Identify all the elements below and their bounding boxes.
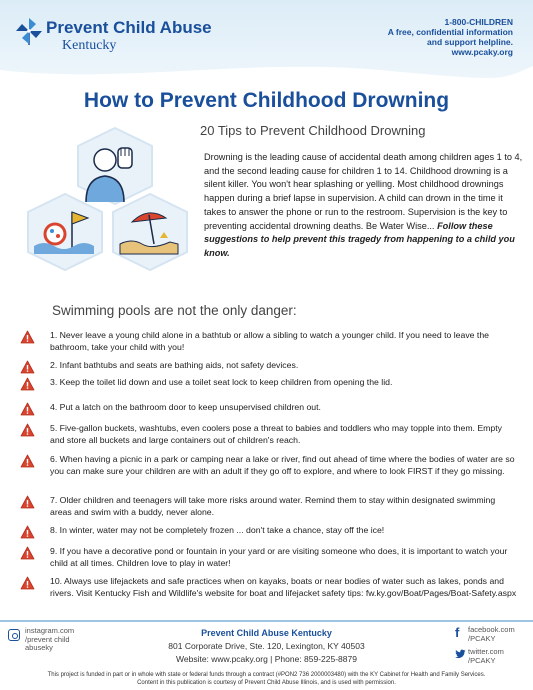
footer-address: 801 Corporate Drive, Ste. 120, Lexington, KY 40503: [168, 641, 365, 651]
helpline-url[interactable]: www.pcaky.org: [451, 47, 513, 57]
helpline-number: 1-800-CHILDREN: [444, 17, 513, 27]
tip-text: 6. When having a picnic in a park or camping near a lake or river, find out ahead of time where the bodies of water are so you can make sure your children are with an adult if they go off to explore, and where to look FIRST if they go missing.: [50, 454, 515, 476]
page-subtitle: 20 Tips to Prevent Childhood Drowning: [200, 123, 426, 138]
stop-hand-icon: [78, 128, 152, 204]
intro-emphasis: Follow these suggestions to help prevent this tragedy from happening to a child you know.: [204, 220, 515, 258]
intro-paragraph: [204, 151, 526, 261]
brand-state: Kentucky: [62, 38, 117, 53]
tip-text: 7. Older children and teenagers will take more risks around water. Remind them to stay within designated swimming areas and swim with a buddy, never alone.: [50, 495, 496, 517]
instagram-handle[interactable]: instagram.com /prevent child abuseky: [25, 626, 75, 652]
tip-text: 10. Always use lifejackets and safe practices when on kayaks, boats or near bodies of water such as lakes, ponds and rivers. Visit Kentucky Fish and Wildlife's website for boat and lifejacket safety tips: fw.ky.gov/Boat/Pages/Boat-Safety.aspx: [50, 576, 517, 598]
warning-triangle-icon: [20, 495, 35, 509]
warning-triangle-icon: [20, 402, 35, 416]
warning-triangle-icon: [20, 330, 35, 344]
facebook-handle[interactable]: facebook.com /PCAKY: [468, 625, 515, 643]
tip-text: 2. Infant bathtubs and seats are bathing aids, not safety devices.: [50, 360, 299, 370]
warning-triangle-icon: [20, 525, 35, 539]
facebook-icon[interactable]: f: [455, 625, 460, 640]
helpline-desc-1: A free, confidential information: [387, 27, 513, 37]
footer-divider: [0, 620, 533, 622]
pinwheel-logo-icon: [14, 16, 44, 46]
beach-umbrella-icon: [113, 194, 187, 270]
warning-triangle-icon: [20, 546, 35, 560]
warning-triangle-icon: [20, 454, 35, 468]
fine-print: [0, 672, 533, 687]
warning-triangle-icon: [20, 360, 35, 374]
flag-pool-icon: [28, 194, 102, 270]
helpline-desc-2: and support helpline.: [427, 37, 513, 47]
twitter-handle[interactable]: twitter.com /PCAKY: [468, 647, 504, 665]
fine-print-credit: Content in this publication is courtesy of Prevent Child Abuse Illinois, and is used with permission.: [137, 679, 396, 686]
warning-triangle-icon: [20, 377, 35, 391]
header-wave: [0, 56, 533, 86]
footer-website-phone[interactable]: Website: www.pcaky.org | Phone: 859-225-8879: [176, 654, 357, 664]
twitter-icon[interactable]: [455, 649, 466, 659]
intro-text: Drowning is the leading cause of accidental death among children ages 1 to 4, and the second leading cause for children 1 to 14. Childhood drowning is a silent killer. You won't hear splashing or yelling. Most childhood drownings happen during a brief lapse in supervision. A child can drown in the time it takes to answer the phone or run to the restroom. Supervision is the key to preventing accidental drowning deaths. Be Water Wise...: [204, 152, 523, 231]
page-title: How to Prevent Childhood Drowning: [83, 89, 450, 112]
section-heading: Swimming pools are not the only danger:: [52, 303, 297, 318]
tip-text: 4. Put a latch on the bathroom door to keep unsupervised children out.: [50, 402, 321, 412]
warning-triangle-icon: [20, 423, 35, 437]
tip-text: 3. Keep the toilet lid down and use a toilet seat lock to keep children from opening the lid.: [50, 377, 393, 387]
tip-text: 1. Never leave a young child alone in a bathtub or allow a sibling to watch a younger child. If you need to leave the bathroom, take your child with you!: [50, 330, 489, 352]
warning-triangle-icon: [20, 576, 35, 590]
helpline-block: [388, 17, 513, 57]
header-banner: [0, 0, 533, 80]
tip-text: 8. In winter, water may not be completely frozen ... don't take a chance, stay off the ice!: [50, 525, 385, 535]
footer-org-name: Prevent Child Abuse Kentucky: [201, 628, 332, 638]
brand-name: Prevent Child Abuse: [46, 18, 212, 37]
tip-text: 9. If you have a decorative pond or fountain in your yard or are visiting someone who does, it is important to watch your child at all times. Children love to play in water!: [50, 546, 508, 568]
fine-print-funding: This project is funded in part or in whole with state or federal funds through a contract (#PON2 736 2000003480) with the KY Cabinet for Health and Family Services.: [47, 672, 486, 678]
tip-text: 5. Five-gallon buckets, washtubs, even coolers pose a threat to babies and toddlers who may topple into them. Empty and store all buckets and large containers out of children's reach.: [50, 423, 503, 445]
illustration-hexagons: [20, 126, 195, 281]
